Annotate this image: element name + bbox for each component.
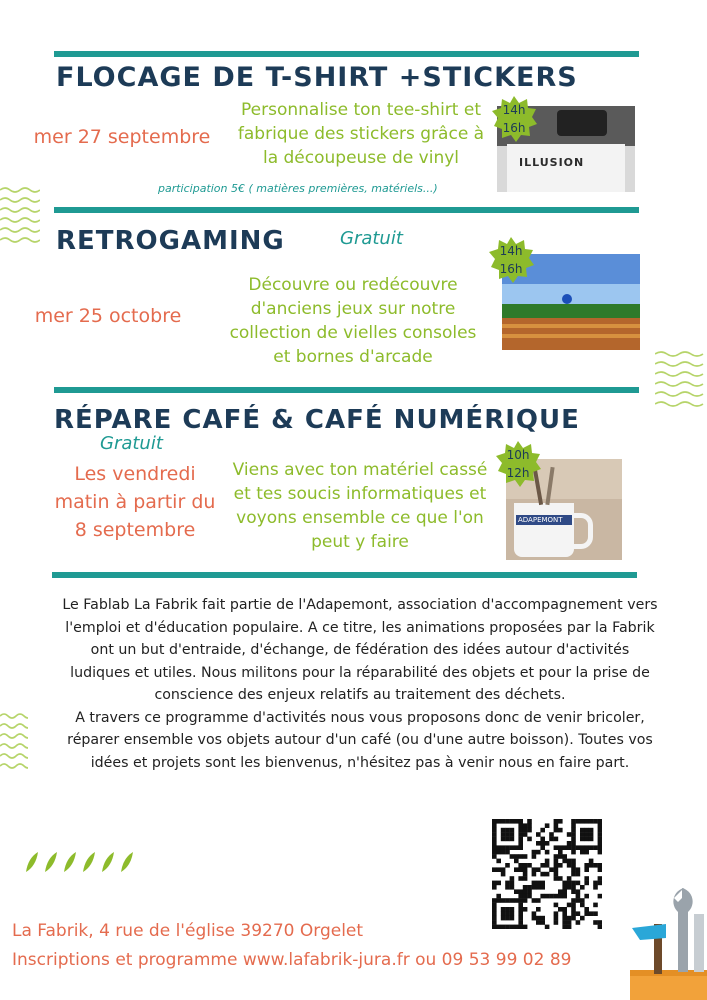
time-badge: 10h 12h [494, 440, 542, 488]
footer-address: La Fabrik, 4 rue de l'église 39270 Orgelet [12, 921, 364, 941]
event-date: mer 27 septembre [33, 126, 211, 148]
event-price: Gratuit [340, 228, 403, 249]
event-price: Gratuit [100, 433, 163, 454]
wave-pattern-icon [0, 186, 40, 248]
tools-icon [626, 884, 707, 1000]
event-description: Découvre ou redécouvre d'anciens jeux sur notre collection de vielles consoles et bornes d'arcade [229, 275, 477, 367]
leaf-dashes-icon [24, 850, 140, 874]
section-divider [54, 51, 639, 57]
wave-pattern-icon [655, 350, 707, 412]
event-title: RÉPARE CAFÉ & CAFÉ NUMÉRIQUE [54, 405, 580, 435]
event-title: RETROGAMING [56, 226, 285, 256]
section-divider [52, 572, 637, 578]
event-date-line: matin à partir du [54, 491, 216, 513]
event-date-line: Les vendredi [74, 463, 196, 485]
event-date: mer 25 octobre [34, 305, 182, 327]
photo-caption: ADAPEMONT [518, 516, 563, 524]
event-price-note: participation 5€ ( matières premières, matériels...) [158, 182, 438, 195]
section-divider [54, 207, 639, 213]
wave-pattern-icon [0, 712, 28, 774]
event-description: Personnalise ton tee-shirt et fabrique des stickers grâce à la découpeuse de vinyl [237, 100, 485, 168]
about-paragraph: A travers ce programme d'activités nous vous proposons donc de venir bricoler, réparer ensemble vos objets autour d'un café (ou d'une autre boisson). Toutes vos idées et projets sont les bienvenus, n'hésitez pas à venir nous en faire part. [67, 709, 653, 771]
time-badge: 14h 16h [487, 236, 535, 284]
qr-code-icon[interactable] [492, 819, 602, 929]
about-paragraph: Le Fablab La Fabrik fait partie de l'Adapemont, association d'accompagnement vers l'emploi et d'éducation populaire. A ce titre, les animations proposées par la Fabrik ont un but d'entraide, d'échange, de fédération des idées autour d'activités ludiques et utiles. Nous militons pour la réparabilité des objets et pour la prise de conscience des enjeux relatifs au traitement des déchets. [62, 597, 658, 703]
about-text [60, 594, 660, 774]
photo-caption: ILLUSION [519, 156, 585, 169]
event-title: FLOCAGE DE T-SHIRT +STICKERS [56, 62, 578, 93]
footer-contact: Inscriptions et programme www.lafabrik-jura.fr ou 09 53 99 02 89 [12, 950, 572, 970]
time-badge: 14h 16h [490, 95, 538, 143]
section-divider [54, 387, 639, 393]
event-description: Viens avec ton matériel cassé et tes soucis informatiques et voyons ensemble ce que l'on peut y faire [232, 460, 488, 552]
event-date-line: 8 septembre [74, 519, 196, 541]
